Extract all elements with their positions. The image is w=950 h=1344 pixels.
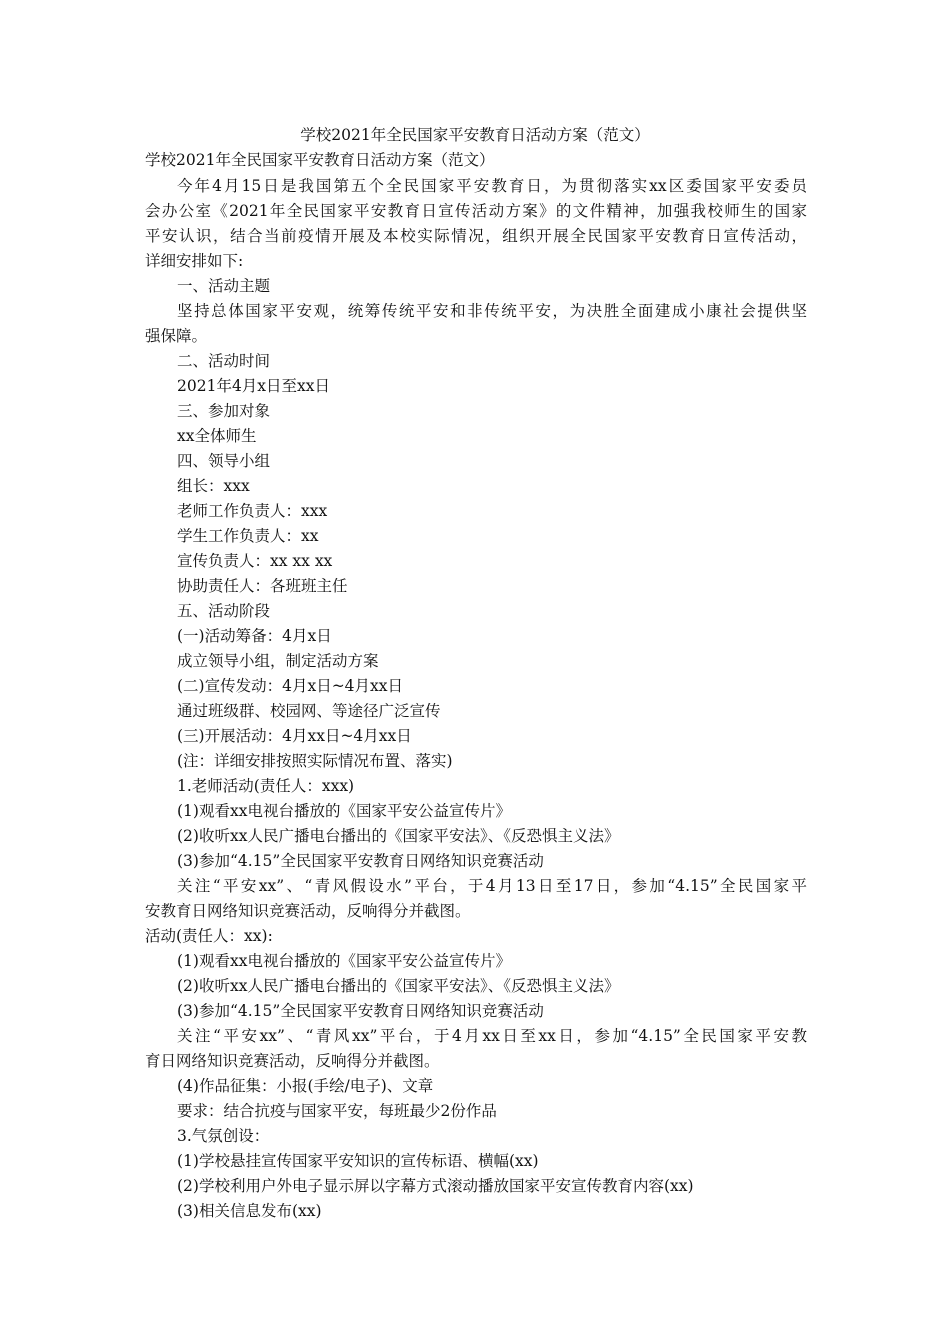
paragraph-line: (2)学校利用户外电子显示屏以字幕方式滚动播放国家平安宣传教育内容(xx) [177, 1177, 694, 1195]
paragraph-line: 协助责任人：各班班主任 [177, 577, 348, 595]
section-heading: 二、活动时间 [177, 352, 271, 370]
paragraph-line: 安教育日网络知识竞赛活动，反响得分并截图。 [145, 902, 471, 920]
section-heading: 一、活动主题 [177, 277, 271, 295]
paragraph-line: (1)观看xx电视台播放的《国家平安公益宣传片》 [177, 802, 511, 820]
paragraph-line: 关注“平安xx”、“青风假设水”平台，于4月13日至17日，参加“4.15”全民国家平 [177, 877, 807, 895]
paragraph-line: (1)观看xx电视台播放的《国家平安公益宣传片》 [177, 952, 511, 970]
document-subtitle: 学校2021年全民国家平安教育日活动方案（范文） [145, 151, 495, 169]
paragraph-line: (注：详细安排按照实际情况布置、落实) [177, 752, 453, 770]
paragraph-line: 1.老师活动(责任人：xxx) [177, 777, 355, 795]
paragraph-line: (一)活动筹备：4月x日 [177, 627, 332, 645]
paragraph-line: 会办公室《2021年全民国家平安教育日宣传活动方案》的文件精神，加强我校师生的国家 [145, 202, 807, 220]
section-heading: 五、活动阶段 [177, 602, 271, 620]
paragraph-line: (2)收听xx人民广播电台播出的《国家平安法》、《反恐惧主义法》 [177, 977, 620, 995]
paragraph-line: 育日网络知识竞赛活动，反响得分并截图。 [145, 1052, 440, 1070]
section-heading: 三、参加对象 [177, 402, 271, 420]
paragraph-line: 坚持总体国家平安观，统筹传统平安和非传统平安，为决胜全面建成小康社会提供坚 [177, 302, 807, 320]
paragraph-line: 强保障。 [145, 327, 208, 345]
paragraph-line: 平安认识，结合当前疫情开展及本校实际情况，组织开展全民国家平安教育日宣传活动， [145, 227, 807, 245]
paragraph-line: (二)宣传发动：4月x日~4月xx日 [177, 677, 404, 695]
paragraph-line: 成立领导小组，制定活动方案 [177, 652, 379, 670]
paragraph-line: (3)参加“4.15”全民国家平安教育日网络知识竞赛活动 [177, 852, 544, 870]
document-title: 学校2021年全民国家平安教育日活动方案（范文） [300, 126, 650, 144]
paragraph-line: 活动(责任人：xx): [145, 927, 273, 945]
paragraph-line: (三)开展活动：4月xx日~4月xx日 [177, 727, 412, 745]
paragraph-line: xx全体师生 [177, 427, 257, 445]
paragraph-line: 学生工作负责人：xx [177, 527, 319, 545]
paragraph-line: 关注“平安xx”、“青风xx”平台，于4月xx日至xx日，参加“4.15”全民国家平安教 [177, 1027, 807, 1045]
paragraph-line: 2021年4月x日至xx日 [177, 377, 331, 395]
paragraph-line: 宣传负责人：xx xx xx [177, 552, 333, 570]
paragraph-line: (3)参加“4.15”全民国家平安教育日网络知识竞赛活动 [177, 1002, 544, 1020]
paragraph-line: 通过班级群、校园网、等途径广泛宣传 [177, 702, 441, 720]
section-heading: 四、领导小组 [177, 452, 271, 470]
paragraph-line: (1)学校悬挂宣传国家平安知识的宣传标语、横幅(xx) [177, 1152, 539, 1170]
paragraph-line: 要求：结合抗疫与国家平安，每班最少2份作品 [177, 1102, 497, 1120]
paragraph-line: 老师工作负责人：xxx [177, 502, 328, 520]
paragraph-line: (2)收听xx人民广播电台播出的《国家平安法》、《反恐惧主义法》 [177, 827, 620, 845]
paragraph-line: 今年4月15日是我国第五个全民国家平安教育日，为贯彻落实xx区委国家平安委员 [177, 177, 807, 195]
paragraph-line: 详细安排如下: [145, 252, 244, 270]
paragraph-line: 组长：xxx [177, 477, 250, 495]
paragraph-line: 3.气氛创设： [177, 1127, 270, 1145]
paragraph-line: (3)相关信息发布(xx) [177, 1202, 322, 1220]
paragraph-line: (4)作品征集：小报(手绘/电子)、文章 [177, 1077, 434, 1095]
